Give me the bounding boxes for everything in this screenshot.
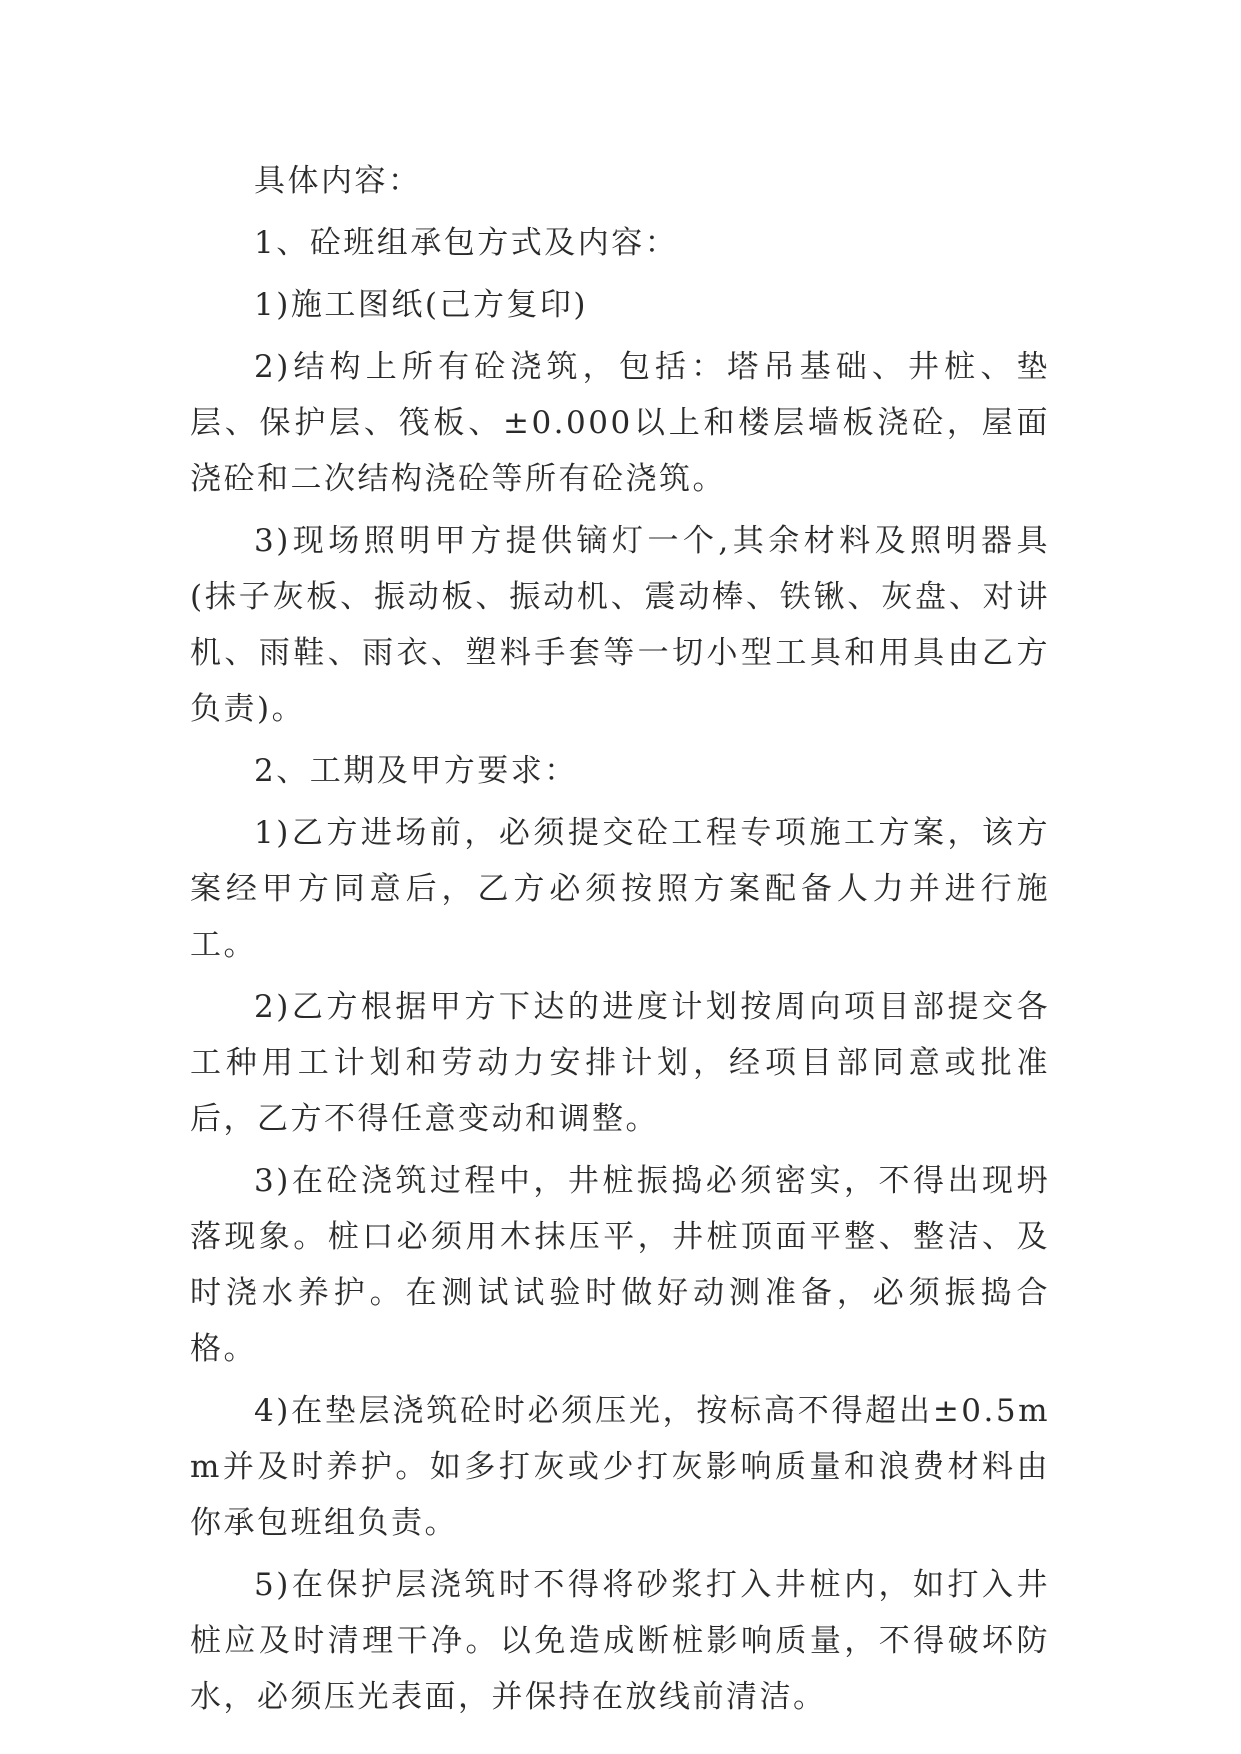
section-1-title: 1、砼班组承包方式及内容： — [254, 225, 679, 261]
section-2-item-3: 3)在砼浇筑过程中，井桩振捣必须密实，不得出现坍落现象。桩口必须用木抹压平，井桩顶面平整、整洁、及时浇水养护。在测试试验时做好动测准备，必须振捣合格。 — [190, 1163, 1050, 1367]
section-1-item-3: 3)现场照明甲方提供镝灯一个,其余材料及照明器具(抹子灰板、振动板、振动机、震动棒、铁锹、灰盘、对讲机、雨鞋、雨衣、塑料手套等一切小型工具和用具由乙方负责)。 — [190, 523, 1050, 727]
section-2-title: 2、工期及甲方要求： — [254, 753, 578, 789]
section-1-item-1: 1)施工图纸(己方复印) — [254, 287, 589, 323]
section-2-item-2: 2)乙方根据甲方下达的进度计划按周向项目部提交各工种用工计划和劳动力安排计划，经项目部同意或批准后，乙方不得任意变动和调整。 — [190, 989, 1050, 1137]
section-1-item-2: 2)结构上所有砼浇筑，包括：塔吊基础、井桩、垫层、保护层、筏板、±0.000以上和楼层墙板浇砼，屋面浇砼和二次结构浇砼等所有砼浇筑。 — [190, 349, 1050, 497]
heading-specific-content: 具体内容： — [254, 163, 422, 199]
section-2-item-4: 4)在垫层浇筑砼时必须压光，按标高不得超出±0.5mm并及时养护。如多打灰或少打灰影响质量和浪费材料由你承包班组负责。 — [190, 1393, 1050, 1541]
section-2-item-1: 1)乙方进场前，必须提交砼工程专项施工方案，该方案经甲方同意后，乙方必须按照方案配备人力并进行施工。 — [190, 815, 1050, 963]
section-2-item-5: 5)在保护层浇筑时不得将砂浆打入井桩内，如打入井桩应及时清理干净。以免造成断桩影响质量，不得破坏防水，必须压光表面，并保持在放线前清洁。 — [190, 1567, 1050, 1715]
document-body — [190, 153, 1050, 1731]
